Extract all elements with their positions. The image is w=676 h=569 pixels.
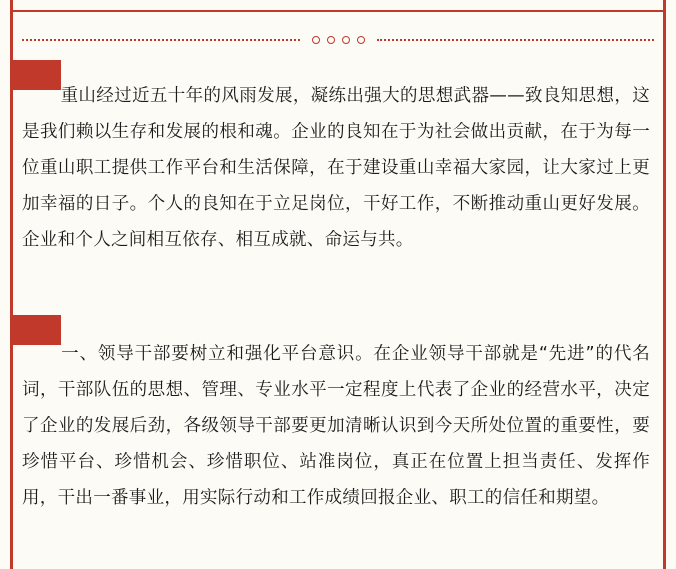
circle-icon <box>357 36 365 44</box>
paragraph-block-2 <box>22 336 650 516</box>
dotted-line-right <box>377 39 655 41</box>
circle-icon <box>312 36 320 44</box>
circle-icon <box>327 36 335 44</box>
paragraph-text-2: 一、领导干部要树立和强化平台意识。在企业领导干部就是“先进”的代名词，干部队伍的思想、管理、专业水平一定程度上代表了企业的经营水平，决定了企业的发展后劲，各级领导干部要更加清晰认识到今天所处位置的重要性，要珍惜平台、珍惜机会、珍惜职位、站准岗位，真正在位置上担当责任、发挥作用，干出一番事业，用实际行动和工作成绩回报企业、职工的信任和期望。 <box>22 344 650 508</box>
frame-border-top <box>10 10 666 12</box>
paragraph-text-1: 重山经过近五十年的风雨发展，凝练出强大的思想武器——致良知思想，这是我们赖以生存和发展的根和魂。企业的良知在于为社会做出贡献，在于为每一位重山职工提供工作平台和生活保障，在于建设重山幸福大家园，让大家过上更加幸福的日子。个人的良知在于立足岗位，干好工作，不断推动重山更好发展。企业和个人之间相互依存、相互成就、命运与共。 <box>22 86 650 250</box>
circle-icon <box>342 36 350 44</box>
paragraph-block-1 <box>22 78 650 258</box>
circle-group <box>300 36 377 44</box>
ornament-divider <box>22 33 654 47</box>
dotted-line-left <box>22 39 300 41</box>
frame-border-right <box>663 0 666 569</box>
page-bottom-strip <box>10 563 666 569</box>
